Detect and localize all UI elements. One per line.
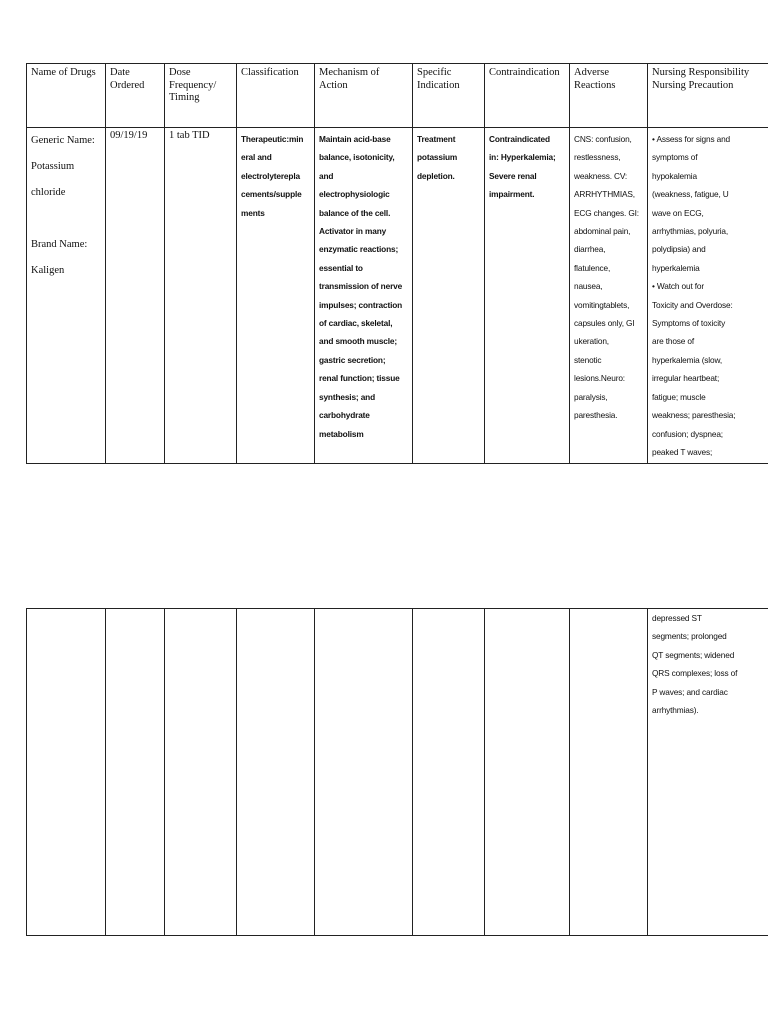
classification-cell: Therapeutic:min eral and electrolyterepla cements/supple ments bbox=[237, 128, 315, 464]
header-indication: Specific Indication bbox=[413, 64, 485, 128]
empty-cell bbox=[485, 609, 570, 936]
indication-cell: Treatment potassium depletion. bbox=[413, 128, 485, 464]
nursing-responsibility-continued-cell: depressed ST segments; prolonged QT segments; widened QRS complexes; loss of P waves; and cardiac arrhythmias). bbox=[648, 609, 768, 936]
brand-name: Kaligen bbox=[31, 265, 65, 276]
empty-cell bbox=[570, 609, 648, 936]
header-adverse-reactions: Adverse Reactions bbox=[570, 64, 648, 128]
header-date-ordered: Date Ordered bbox=[106, 64, 165, 128]
empty-cell bbox=[27, 609, 106, 936]
header-dose-frequency: Dose Frequency/ Timing bbox=[165, 64, 237, 128]
drug-study-table bbox=[26, 63, 768, 464]
brand-name-label: Brand Name: bbox=[31, 239, 88, 250]
generic-name-label: Generic Name: bbox=[31, 135, 95, 146]
adverse-reactions-cell: CNS: confusion, restlessness, weakness. CV: ARRHYTHMIAS, ECG changes. GI: abdominal pain, diarrhea, flatulence, nausea, vomitingtablets, capsules only, GI ukeration, stenotic lesions.Neuro: paralysis, paresthesia. bbox=[570, 128, 648, 464]
empty-cell bbox=[315, 609, 413, 936]
header-contraindication: Contraindication bbox=[485, 64, 570, 128]
drug-study-table-continued bbox=[26, 608, 768, 936]
empty-cell bbox=[165, 609, 237, 936]
generic-name-line-1: Potassium bbox=[31, 161, 75, 172]
nursing-responsibility-cell: • Assess for signs and symptoms of hypokalemia (weakness, fatigue, U wave on ECG, arrhythmias, polyuria, polydipsia) and hyperkalemia • Watch out for Toxicity and Overdose: Symptoms of toxicity are those of hyperkalemia (slow, irregular heartbeat; fatigue; muscle weakness; paresthesia; confusion; dyspnea; peaked T waves; bbox=[648, 128, 768, 464]
empty-cell bbox=[106, 609, 165, 936]
empty-cell bbox=[413, 609, 485, 936]
dose-cell: 1 tab TID bbox=[165, 128, 237, 464]
header-name-of-drugs: Name of Drugs bbox=[27, 64, 106, 128]
header-classification: Classification bbox=[237, 64, 315, 128]
empty-cell bbox=[237, 609, 315, 936]
header-mechanism: Mechanism of Action bbox=[315, 64, 413, 128]
contraindication-cell: Contraindicated in: Hyperkalemia; Severe renal impairment. bbox=[485, 128, 570, 464]
mechanism-cell: Maintain acid-base balance, isotonicity, and electrophysiologic balance of the cell. Activator in many enzymatic reactions; essential to transmission of nerve impulses; contraction of cardiac, skeletal, and smooth muscle; gastric secretion; renal function; tissue synthesis; and carbohydrate metabolism bbox=[315, 128, 413, 464]
table-row bbox=[27, 128, 768, 464]
generic-name-line-2: chloride bbox=[31, 187, 66, 198]
header-nursing-responsibility: Nursing Responsibility Nursing Precaution bbox=[648, 64, 768, 128]
table-row bbox=[27, 609, 768, 936]
date-ordered-cell: 09/19/19 bbox=[106, 128, 165, 464]
table-header-row bbox=[27, 64, 768, 128]
drug-name-cell bbox=[27, 128, 106, 464]
